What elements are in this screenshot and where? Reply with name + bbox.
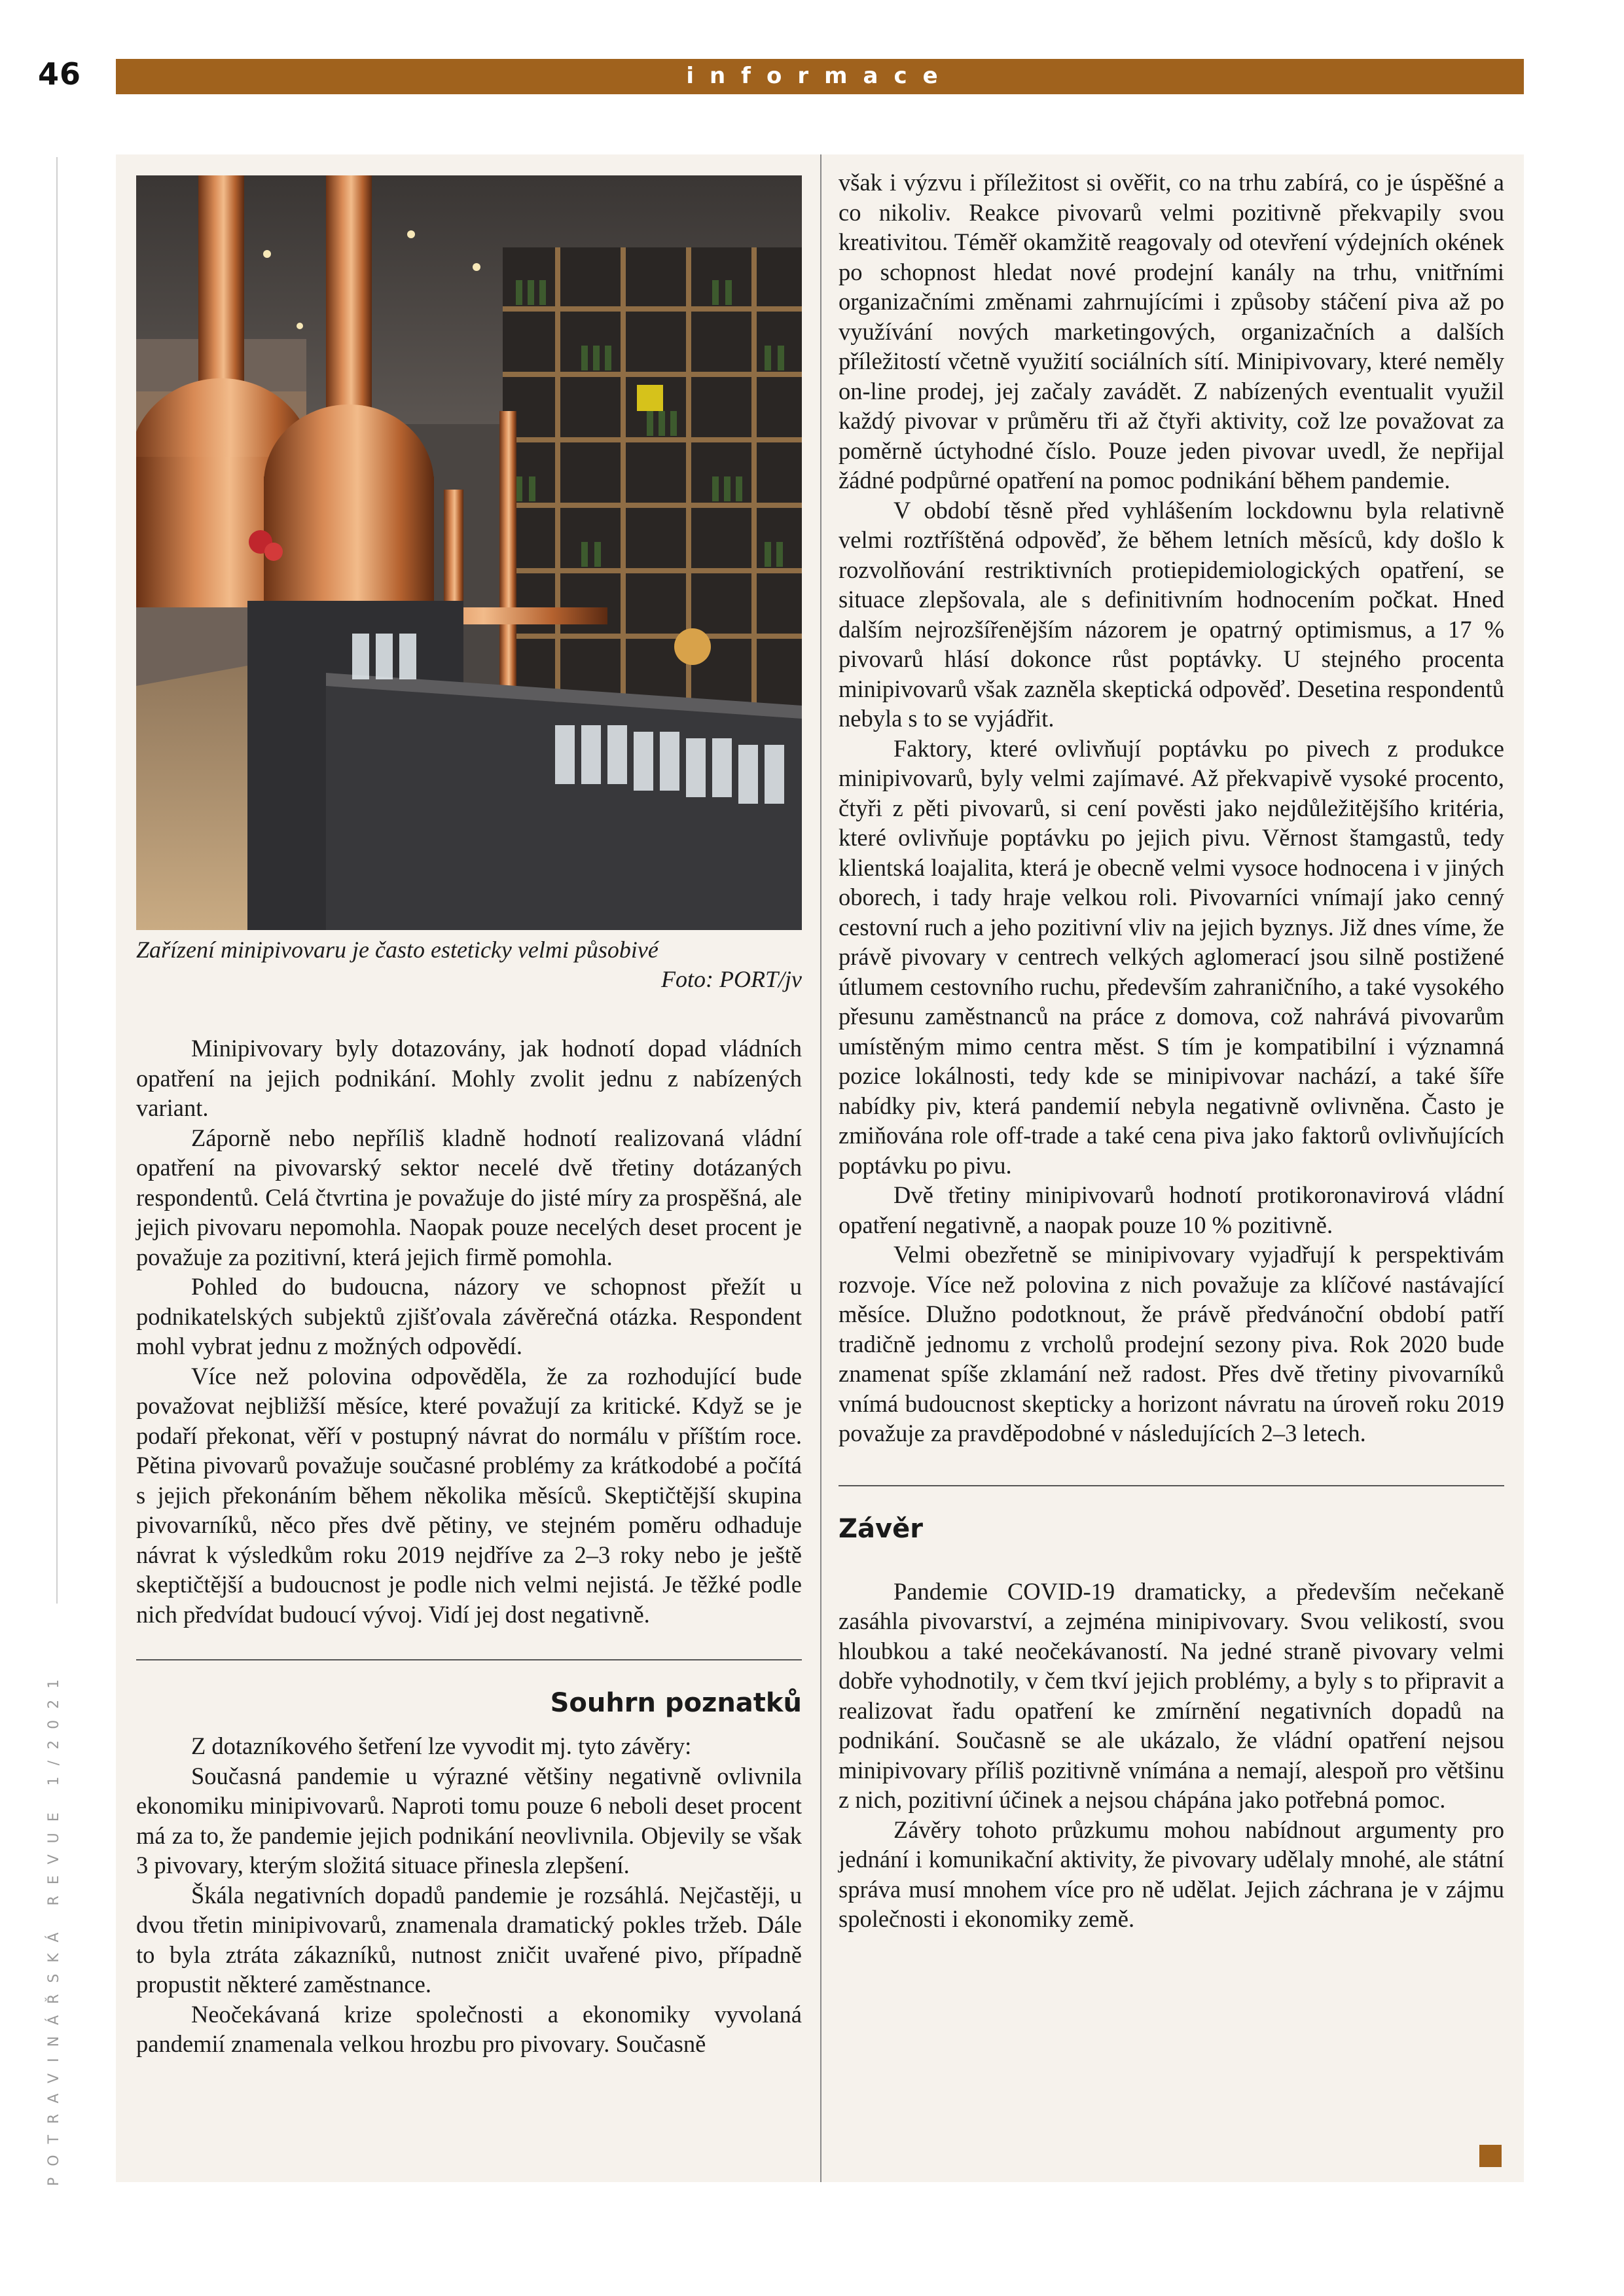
paragraph: však i výzvu i příležitost si ověřit, co na trhu zabírá, co je úspěšné a co nikoliv. Reakce pivovarů velmi pozitivně překvapily svou kreativitou. Téměř okamžitě reagovaly od otevření výdejních okének po schopnost hledat nové prodejní kanály na trhu, vnitřními organizačními změnami zahrnujícími i způsoby stáčení piva až po využívání nových marketingových, organizačních a dalších příležitostí včetně využití sociálních sítí. Minipivovary, které neměly on-line prodej, jej začaly zavádět. Z nabízených eventualit využil každý pivovar v průměru tři až čtyři aktivity, což lze považovat za poměrně úctyhodné číslo. Pouze jeden pivovar uvedl, že nepřijal žádné podpůrné opatření na pomoc podnikání během pandemie. <box>839 169 1504 493</box>
section-rule <box>839 1485 1504 1486</box>
photo-credit: Foto: PORT/jv <box>661 966 802 992</box>
end-of-article-mark <box>1479 2145 1502 2167</box>
paragraph: V období těsně před vyhlášením lockdownu byla relativně velmi roztříštěná odpověď, že během letních měsíců, kdy došlo k rozvolňování restriktivních protiepidemiologických opatření, se situace zlepšovala, ale s definitivním hodnocením počkat. Hned dalším nejrozšířenějším názorem je opatrný optimismus, a 17 % pivovarů hlásí dokonce růst poptávky. U stejného procenta minipivovarů však zazněla skeptická odpověď. Desetina respondentů nebyla s to se vyjádřit. <box>839 496 1504 732</box>
paragraph: Faktory, které ovlivňují poptávku po pivech z produkce minipivovarů, byly velmi zajímavé. Až překvapivě vysoké procento, čtyři z pěti pivovarů, si cení pověsti jako nejdůležitějšího kritéria, které ovlivňuje poptávku po jejich pivu. Věrnost štamgastů, tedy klientská loajalita, která je obecně velmi vysoce hodnocena i v jiných oborech, i tady hraje velkou roli. Pivovarníci vnímají jako cenný cestovní ruch a jeho pozitivní vliv na jejich byznys. Již dnes víme, že právě pivovary v centrech velkých aglomerací jsou silně postižené útlumem cestovního ruchu, především zahraničního, a také vysokého přesunu zaměstnanců na práce z domova, což nahrává pivovarům umístěným mimo centra měst. S tím je kompatibilní i významná pozice lokálnosti, tedy kde se minipivovar nachází, a také šíře nabídky piv, která pandemií nebyla negativně ovlivněna. Často je zmiňována role off-trade a také cena piva jako faktorů ovlivňujících poptávku po pivu. <box>839 734 1504 1179</box>
paragraph: Škála negativních dopadů pandemie je rozsáhlá. Nejčastěji, u dvou třetin minipivovarů, znamenala dramatický pokles tržeb. Dále to byla ztráta zákazníků, nutnost zničit uvařené pivo, případně propustit některé zaměstnance. <box>136 1881 802 1998</box>
journal-side-label: POTRAVINÁŘSKÁ REVUE 1/2021 <box>46 1668 62 2186</box>
section-header-bar <box>116 59 1524 94</box>
brewery-photo <box>136 175 802 930</box>
section-rule <box>136 1659 802 1660</box>
paragraph: Pohled do budoucna, názory ve schopnost přežít u podnikatelských subjektů zjišťovala závěrečná otázka. Respondent mohl vybrat jednu z možných odpovědí. <box>136 1273 802 1359</box>
conclusion-heading: Závěr <box>839 1513 923 1544</box>
paragraph: Více než polovina odpověděla, že za rozhodující bude považovat nejbližší měsíce, které považují za kritické. Když se je podaří překonat, věří v postupný návrat do normálu v příštím roce. Pětina pivovarů považuje současné problémy za krátkodobé a počítá s jejich překonáním během několika měsíců. Skeptičtější skupina pivovarníků, něco přes dvě pětiny, ve stejném poměru odhaduje návrat k výsledkům roku 2019 nejdříve za 2–3 roky nebo je ještě skeptičtější a budoucnost je podle nich velmi nejistá. Je těžké podle nich předvídat budoucí vývoj. Vidí jej dost negativně. <box>136 1362 802 1628</box>
column-divider <box>820 154 821 2182</box>
brewery-interior-illustration <box>136 175 802 930</box>
paragraph: Záporně nebo nepříliš kladně hodnotí realizovaná vládní opatření na pivovarský sektor necelé dvě třetiny dotázaných respondentů. Celá čtvrtina je považuje do jisté míry za prospěšná, ale jejich pivovaru nepomohla. Naopak pouze necelých deset procent je považuje za pozitivní, která jejich firmě pomohla. <box>136 1124 802 1270</box>
section-title: informace <box>686 63 954 89</box>
paragraph: Závěry tohoto průzkumu mohou nabídnout argumenty pro jednání i komunikační aktivity, že pivovary udělaly mnohé, ale státní správa musí mnohem více pro ně udělat. Jejich záchrana je v zájmu společnosti i ekonomiky země. <box>839 1816 1504 1932</box>
page-number: 46 <box>38 56 82 92</box>
side-rule <box>56 157 58 1604</box>
right-column <box>839 168 1504 1934</box>
paragraph: Dvě třetiny minipivovarů hodnotí protikoronavirová vládní opatření negativně, a naopak pouze 10 % pozitivně. <box>839 1181 1504 1238</box>
paragraph: Z dotazníkového šetření lze vyvodit mj. tyto závěry: <box>191 1732 692 1759</box>
paragraph: Velmi obezřetně se minipivovary vyjadřují k perspektivám rozvoje. Více než polovina z nich považuje za klíčové nastávající měsíce. Dlužno podotknout, že právě předvánoční období patří tradičně jednomu z vrcholů prodejní sezony piva. Rok 2020 bude znamenat spíše zklamání než radost. Přes dvě třetiny pivovarníků vnímá budoucnost skepticky a horizont návratu na úroveň roku 2019 považuje za pravděpodobné v následujících 2–3 letech. <box>839 1241 1504 1446</box>
summary-heading: Souhrn poznatků <box>550 1688 802 1718</box>
photo-caption: Zařízení minipivovaru je často esteticky velmi působivé <box>136 937 659 963</box>
left-column <box>136 165 802 2059</box>
paragraph: Minipivovary byly dotazovány, jak hodnotí dopad vládních opatření na jejich podnikání. Mohly zvolit jednu z nabízených variant. <box>136 1035 802 1121</box>
paragraph: Pandemie COVID-19 dramaticky, a především nečekaně zasáhla pivovarství, a zejména minipivovary. Svou velikostí, svou hloubkou a také neočekávaností. Na jedné straně pivovary velmi dobře vyhodnotily, v čem tkví jejich problémy, a byly s to připravit a realizovat řadu opatření ke zmírnění negativních dopadů na podnikání. Současně se ale ukázalo, že vládní opatření nejsou minipivovary příliš pozitivně vnímána a nemají, alespoň pro většinu z nich, pozitivní účinek a nejsou chápána jako potřebná pomoc. <box>839 1577 1504 1813</box>
photo-caption-block <box>136 935 802 994</box>
paragraph: Současná pandemie u výrazné většiny negativně ovlivnila ekonomiku minipivovarů. Naproti tomu pouze 6 neboli deset procent má za to, že pandemie jejich podnikání neovlivnila. Objevily se však 3 pivovary, kterým složitá situace přinesla zlepšení. <box>136 1762 802 1878</box>
paragraph: Neočekávaná krize společnosti a ekonomiky vyvolaná pandemií znamenala velkou hrozbu pro pivovary. Současně <box>136 2000 802 2057</box>
